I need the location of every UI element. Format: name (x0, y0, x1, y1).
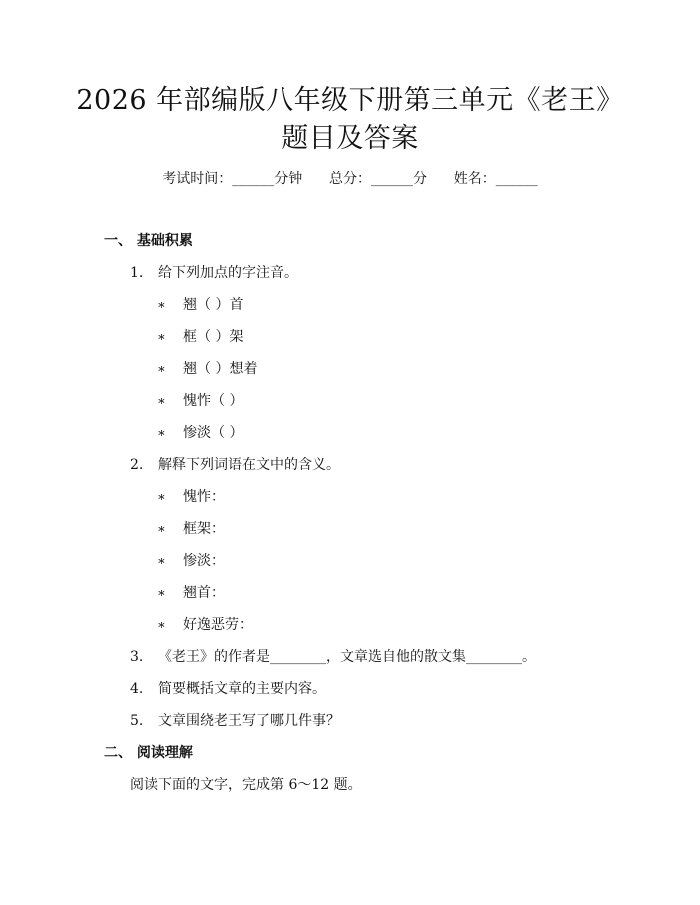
list-item (157, 294, 243, 314)
question-4 (130, 678, 326, 698)
question-2 (130, 454, 340, 474)
list-item-text: 愧怍： (183, 489, 225, 505)
list-item-text: 框（ ）架 (183, 329, 244, 345)
list-item (157, 358, 257, 378)
list-item-text: 好逸恶劳： (183, 617, 253, 633)
list-item (157, 550, 225, 570)
question-text: 文章围绕老王写了哪几件事？ (158, 713, 340, 729)
list-item (157, 614, 253, 634)
question-number: 5. (130, 713, 144, 729)
question-number: 3. (130, 649, 144, 665)
list-item-text: 惨淡（ ） (183, 425, 244, 441)
title-line-2: 题目及答案 (281, 123, 419, 154)
document-title (0, 82, 700, 158)
list-item (157, 486, 225, 506)
list-item-text: 翘（ ）首 (183, 297, 244, 313)
list-item (157, 390, 243, 410)
bullet-icon: ∗ (157, 394, 166, 409)
question-number: 1. (130, 265, 144, 281)
list-item (157, 326, 243, 346)
list-item (157, 422, 243, 442)
title-line-1: 2026 年部编版八年级下册第三单元《老王》 (76, 85, 624, 116)
section-intro: 阅读下面的文字，完成第 6～12 题。 (130, 777, 362, 793)
question-text: 解释下列词语在文中的含义。 (158, 457, 340, 473)
list-item (157, 518, 225, 538)
question-1 (130, 262, 298, 282)
list-item-text: 愧怍（ ） (183, 393, 244, 409)
exam-meta-line: 考试时间：______分钟 总分：______分 姓名：______ (162, 171, 538, 187)
bullet-icon: ∗ (157, 426, 166, 441)
bullet-icon: ∗ (157, 330, 166, 345)
section-heading-1: 一、 基础积累 (104, 233, 193, 249)
bullet-icon: ∗ (157, 618, 166, 633)
question-number: 4. (130, 681, 144, 697)
question-3 (130, 646, 536, 666)
section-heading-2: 二、 阅读理解 (104, 745, 193, 761)
question-text: 给下列加点的字注音。 (158, 265, 298, 281)
question-number: 2. (130, 457, 144, 473)
list-item-text: 惨淡： (183, 553, 225, 569)
list-item-text: 翘首： (183, 585, 225, 601)
bullet-icon: ∗ (157, 298, 166, 313)
question-5 (130, 710, 340, 730)
question-text: 简要概括文章的主要内容。 (158, 681, 326, 697)
bullet-icon: ∗ (157, 554, 166, 569)
list-item-text: 翘（ ）想着 (183, 361, 258, 377)
bullet-icon: ∗ (157, 522, 166, 537)
bullet-icon: ∗ (157, 490, 166, 505)
bullet-icon: ∗ (157, 362, 166, 377)
question-text: 《老王》的作者是________，文章选自他的散文集________。 (158, 649, 536, 665)
bullet-icon: ∗ (157, 586, 166, 601)
list-item-text: 框架： (183, 521, 225, 537)
list-item (157, 582, 225, 602)
